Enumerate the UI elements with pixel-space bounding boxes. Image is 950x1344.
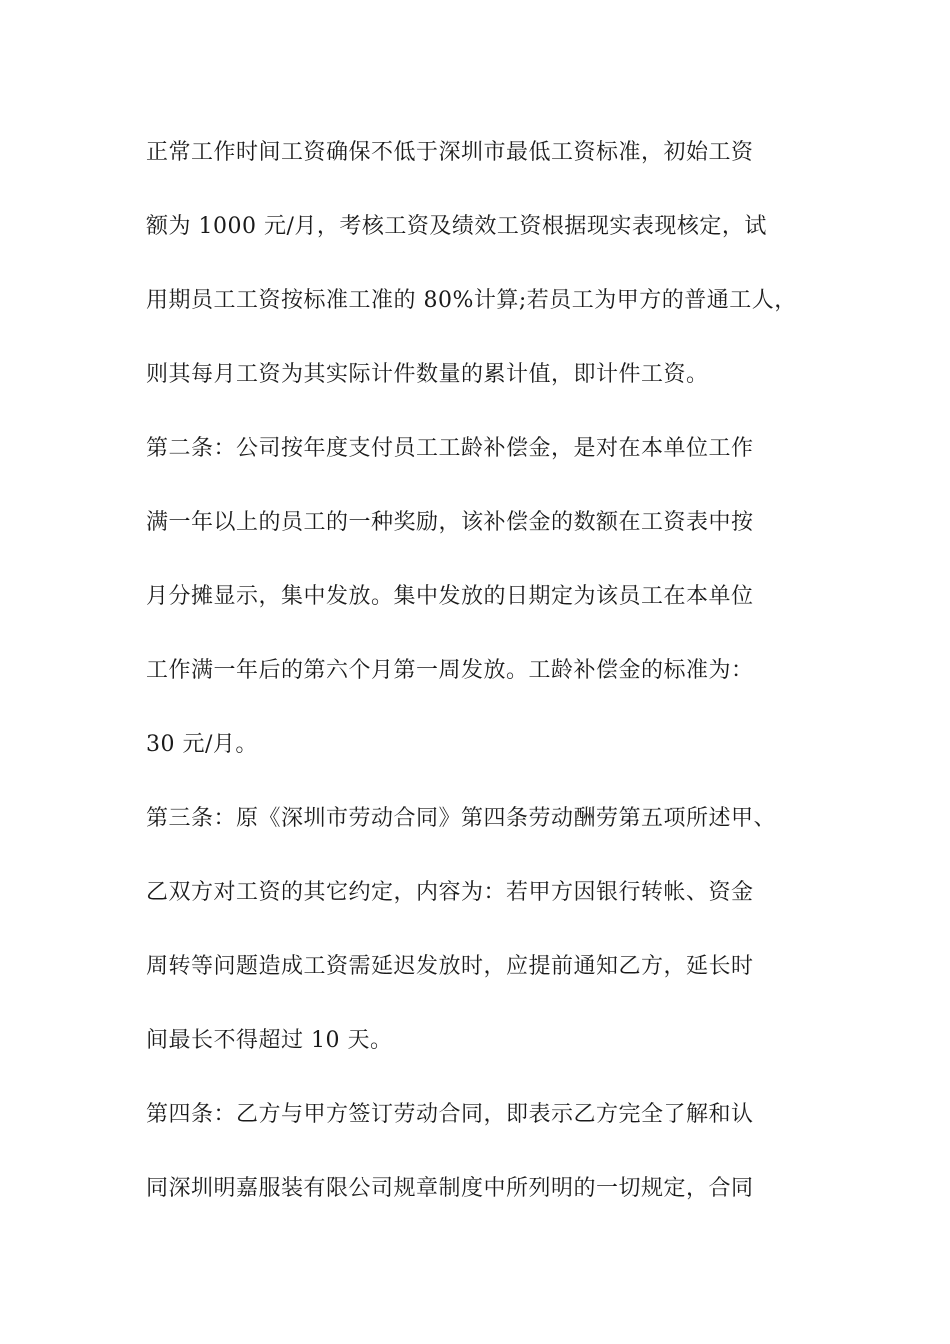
text-line-11: 乙双方对工资的其它约定，内容为：若甲方因银行转帐、资金 <box>146 880 754 905</box>
text-line-9: 30 元/月。 <box>146 732 258 757</box>
text-line-7: 月分摊显示，集中发放。集中发放的日期定为该员工在本单位 <box>146 584 754 609</box>
body-text <box>146 128 826 1238</box>
text-line-2: 额为 1000 元/月，考核工资及绩效工资根据现实表现核定，试 <box>146 214 767 239</box>
text-line-8: 工作满一年后的第六个月第一周发放。工龄补偿金的标准为： <box>146 658 754 683</box>
text-line-10: 第三条：原《深圳市劳动合同》第四条劳动酬劳第五项所述甲、 <box>146 806 777 831</box>
text-line-15: 同深圳明嘉服装有限公司规章制度中所列明的一切规定，合同 <box>146 1176 754 1201</box>
text-line-14: 第四条：乙方与甲方签订劳动合同，即表示乙方完全了解和认 <box>146 1102 754 1127</box>
text-line-3: 用期员工工资按标准工准的 80%计算;若员工为甲方的普通工人， <box>146 288 797 313</box>
text-line-5: 第二条：公司按年度支付员工工龄补偿金，是对在本单位工作 <box>146 436 754 461</box>
text-line-13: 间最长不得超过 10 天。 <box>146 1028 393 1053</box>
text-line-4: 则其每月工资为其实际计件数量的累计值，即计件工资。 <box>146 362 709 387</box>
text-line-12: 周转等问题造成工资需延迟发放时，应提前通知乙方，延长时 <box>146 954 754 979</box>
text-line-6: 满一年以上的员工的一种奖励，该补偿金的数额在工资表中按 <box>146 510 754 535</box>
text-line-1: 正常工作时间工资确保不低于深圳市最低工资标准，初始工资 <box>146 140 754 165</box>
